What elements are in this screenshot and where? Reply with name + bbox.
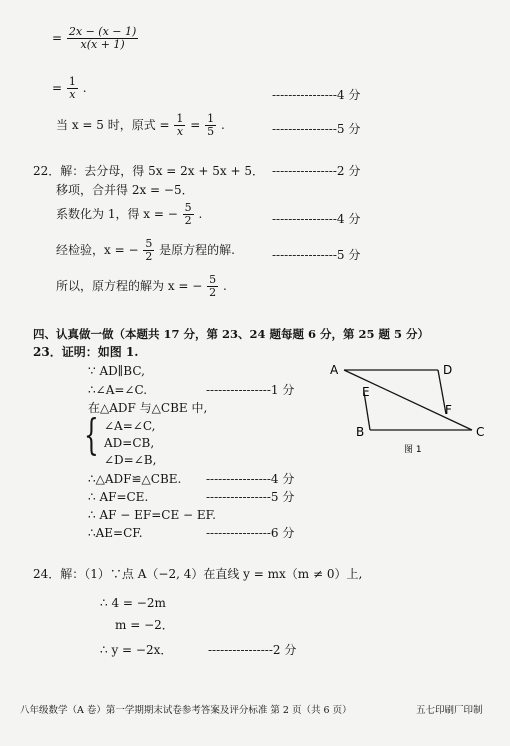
fraction-denominator: 5	[207, 125, 215, 138]
step-text: 当 x = 5 时，原式 =	[56, 118, 170, 132]
fraction	[207, 274, 218, 299]
point-label-b: B	[356, 425, 365, 439]
fraction-numerator: 1	[207, 112, 215, 125]
equals-sign: =	[190, 118, 201, 132]
q23-brace-line1: ∠A=∠C,	[104, 419, 156, 433]
score-marker: ----------------5 分	[272, 122, 361, 136]
score-marker: ----------------4 分	[206, 472, 295, 486]
score-marker: ----------------4 分	[272, 88, 361, 102]
q23-title: 23．证明：如图 1.	[33, 345, 139, 359]
fraction-numerator: 2x − (x − 1)	[68, 25, 137, 38]
q22-line5	[56, 274, 227, 299]
step-text: 系数化为 1，得 x = −	[56, 207, 178, 221]
figure-caption: 图 1	[404, 445, 422, 455]
step-text: 是原方程的解.	[159, 243, 235, 257]
step-text: 经检验，x = −	[56, 243, 139, 257]
fraction	[67, 76, 78, 101]
point-label-a: A	[330, 363, 339, 377]
q22-line1: 22．解：去分母，得 5x = 2x + 5x + 5．	[33, 164, 264, 178]
geometry-figure	[320, 356, 500, 460]
fraction-denominator: x	[69, 88, 76, 101]
period: .	[82, 81, 87, 95]
fraction-expression	[52, 26, 139, 51]
q22-line2: 移项，合并得 2x = −5．	[56, 183, 194, 197]
footer-right: 五七印刷厂印制	[416, 705, 483, 716]
fraction-numerator: 5	[209, 273, 217, 286]
period: .	[198, 207, 203, 221]
q23-line6: ∴ AF − EF=CE − EF.	[88, 508, 216, 522]
point-label-e: E	[362, 385, 370, 399]
q23-line4: ∴△ADF≌△CBE.	[88, 472, 182, 486]
fraction-denominator: x(x + 1)	[80, 38, 125, 51]
period: .	[220, 118, 225, 132]
point-label-c: C	[476, 425, 485, 439]
q23-line7: ∴AE=CF.	[88, 526, 143, 540]
score-marker: ----------------2 分	[208, 643, 297, 657]
q23-line5: ∴ AF=CE.	[88, 490, 149, 504]
step-text: 所以，原方程的解为 x = −	[56, 279, 203, 293]
q23-line3: 在△ADF 与△CBE 中,	[88, 401, 208, 415]
section-heading: 四、认真做一做（本题共 17 分，第 23、24 题每题 6 分，第 25 题 5 分）	[33, 327, 430, 341]
fraction	[143, 238, 154, 263]
fraction-denominator: 2	[145, 250, 153, 263]
q23-line2: ∴∠A=∠C.	[88, 383, 148, 397]
fraction-denominator: x	[176, 125, 184, 138]
score-marker: ----------------5 分	[206, 490, 295, 504]
period: .	[222, 279, 227, 293]
fraction-numerator: 1	[68, 75, 76, 88]
q23-brace-line2: AD=CB,	[104, 436, 155, 450]
fraction-denominator: 2	[184, 214, 192, 227]
fraction-numerator: 1	[176, 112, 184, 125]
point-label-f: F	[445, 403, 452, 417]
step-equals-one-over-x	[52, 76, 87, 101]
fraction-numerator: 5	[145, 237, 153, 250]
q23-brace-line3: ∠D=∠B,	[104, 453, 157, 467]
q24-line4: ∴ y = −2x．	[100, 643, 173, 657]
step-substitute	[56, 113, 225, 138]
score-marker: ----------------2 分	[272, 164, 361, 178]
equals-sign: =	[52, 81, 63, 95]
fraction-numerator: 5	[184, 201, 192, 214]
score-marker: ----------------5 分	[272, 248, 361, 262]
fraction-denominator: 2	[209, 286, 217, 299]
fraction	[205, 113, 216, 138]
q24-line3: m = −2．	[115, 618, 174, 632]
q24-line1: 24．解：（1）∵点 A（−2, 4）在直线 y = mx（m ≠ 0）上,	[33, 567, 363, 581]
q22-line4	[56, 238, 235, 263]
q24-line2: ∴ 4 = −2m	[100, 596, 166, 610]
segment-ac	[344, 370, 472, 430]
score-marker: ----------------1 分	[206, 383, 295, 397]
score-marker: ----------------4 分	[272, 212, 361, 226]
fraction	[67, 26, 138, 51]
equals-sign: =	[52, 31, 63, 45]
fraction	[183, 202, 194, 227]
q22-line3	[56, 202, 202, 227]
fraction	[174, 113, 185, 138]
q23-line1: ∵ AD∥BC,	[88, 364, 145, 378]
score-marker: ----------------6 分	[206, 526, 295, 540]
point-label-d: D	[443, 363, 453, 377]
brace-symbol: {	[84, 410, 99, 459]
footer-left: 八年级数学（A 卷）第一学期期末试卷参考答案及评分标准 第 2 页（共 6 页）	[20, 705, 352, 716]
